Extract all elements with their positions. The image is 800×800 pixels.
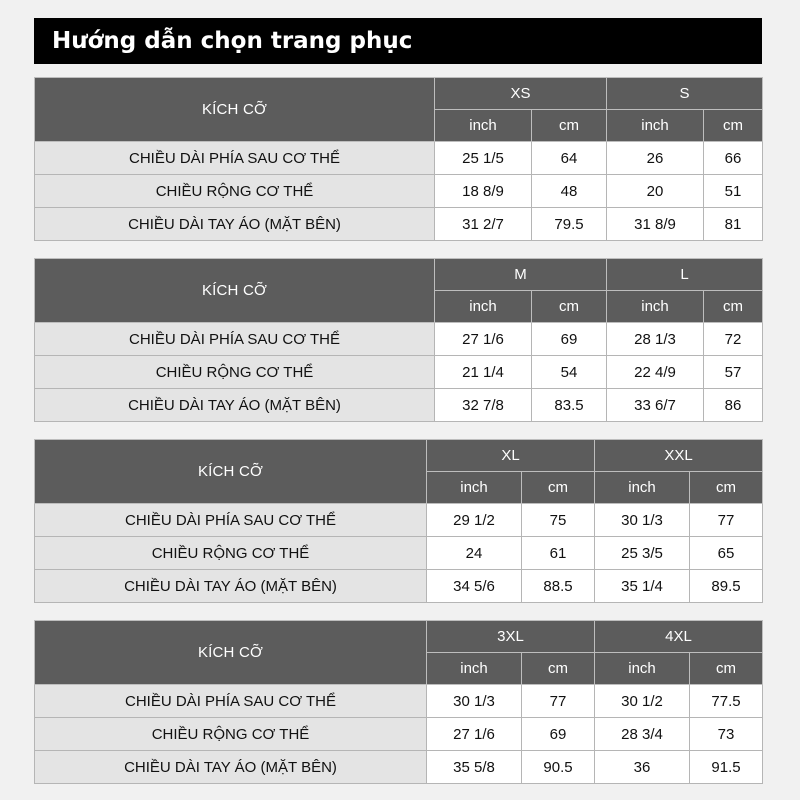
- size-header: KÍCH CỠ: [35, 621, 427, 685]
- row-label: CHIỀU RỘNG CƠ THỂ: [35, 537, 427, 570]
- row-label: CHIỀU DÀI TAY ÁO (MẶT BÊN): [35, 389, 435, 422]
- cell-value: 83.5: [532, 389, 607, 422]
- cell-value: 27 1/6: [435, 323, 532, 356]
- cell-value: 57: [704, 356, 763, 389]
- cell-value: 64: [532, 142, 607, 175]
- cell-value: 69: [532, 323, 607, 356]
- table-row: [35, 175, 763, 208]
- cell-value: 66: [704, 142, 763, 175]
- table-row: [35, 537, 763, 570]
- table-row: [35, 685, 763, 718]
- cell-value: 30 1/2: [595, 685, 690, 718]
- size-name: L: [607, 259, 763, 291]
- cell-value: 28 1/3: [607, 323, 704, 356]
- row-label: CHIỀU DÀI PHÍA SAU CƠ THỂ: [35, 323, 435, 356]
- cell-value: 73: [690, 718, 763, 751]
- table-row: [35, 356, 763, 389]
- cell-value: 20: [607, 175, 704, 208]
- size-name: M: [435, 259, 607, 291]
- unit-cm: cm: [532, 291, 607, 323]
- size-table-xs-s: [34, 77, 763, 241]
- cell-value: 24: [427, 537, 522, 570]
- row-label: CHIỀU RỘNG CƠ THỂ: [35, 175, 435, 208]
- cell-value: 18 8/9: [435, 175, 532, 208]
- cell-value: 31 2/7: [435, 208, 532, 241]
- cell-value: 72: [704, 323, 763, 356]
- row-label: CHIỀU DÀI TAY ÁO (MẶT BÊN): [35, 208, 435, 241]
- cell-value: 88.5: [522, 570, 595, 603]
- unit-inch: inch: [435, 291, 532, 323]
- cell-value: 34 5/6: [427, 570, 522, 603]
- cell-value: 69: [522, 718, 595, 751]
- cell-value: 31 8/9: [607, 208, 704, 241]
- cell-value: 32 7/8: [435, 389, 532, 422]
- unit-cm: cm: [522, 653, 595, 685]
- unit-inch: inch: [427, 472, 522, 504]
- size-name: XL: [427, 440, 595, 472]
- size-header: KÍCH CỠ: [35, 78, 435, 142]
- cell-value: 51: [704, 175, 763, 208]
- size-name: XS: [435, 78, 607, 110]
- cell-value: 35 5/8: [427, 751, 522, 784]
- table-row: [35, 504, 763, 537]
- unit-cm: cm: [690, 653, 763, 685]
- size-table-m-l: [34, 258, 763, 422]
- cell-value: 91.5: [690, 751, 763, 784]
- size-name: XXL: [595, 440, 763, 472]
- cell-value: 36: [595, 751, 690, 784]
- cell-value: 33 6/7: [607, 389, 704, 422]
- cell-value: 28 3/4: [595, 718, 690, 751]
- size-table-3xl-4xl: [34, 620, 763, 784]
- table-row: [35, 570, 763, 603]
- cell-value: 26: [607, 142, 704, 175]
- table-row: [35, 718, 763, 751]
- size-name: 3XL: [427, 621, 595, 653]
- unit-cm: cm: [704, 110, 763, 142]
- cell-value: 75: [522, 504, 595, 537]
- cell-value: 81: [704, 208, 763, 241]
- unit-cm: cm: [522, 472, 595, 504]
- cell-value: 35 1/4: [595, 570, 690, 603]
- table-row: [35, 323, 763, 356]
- size-header: KÍCH CỠ: [35, 440, 427, 504]
- cell-value: 77: [690, 504, 763, 537]
- size-table-xl-xxl: [34, 439, 763, 603]
- unit-inch: inch: [607, 110, 704, 142]
- cell-value: 54: [532, 356, 607, 389]
- cell-value: 77: [522, 685, 595, 718]
- row-label: CHIỀU DÀI PHÍA SAU CƠ THỂ: [35, 685, 427, 718]
- cell-value: 27 1/6: [427, 718, 522, 751]
- table-row: [35, 389, 763, 422]
- unit-cm: cm: [532, 110, 607, 142]
- cell-value: 25 3/5: [595, 537, 690, 570]
- unit-inch: inch: [595, 653, 690, 685]
- unit-inch: inch: [607, 291, 704, 323]
- cell-value: 65: [690, 537, 763, 570]
- cell-value: 61: [522, 537, 595, 570]
- page-title: Hướng dẫn chọn trang phục: [34, 18, 762, 64]
- row-label: CHIỀU RỘNG CƠ THỂ: [35, 718, 427, 751]
- cell-value: 77.5: [690, 685, 763, 718]
- unit-inch: inch: [427, 653, 522, 685]
- cell-value: 79.5: [532, 208, 607, 241]
- row-label: CHIỀU DÀI PHÍA SAU CƠ THỂ: [35, 142, 435, 175]
- cell-value: 89.5: [690, 570, 763, 603]
- cell-value: 25 1/5: [435, 142, 532, 175]
- table-row: [35, 208, 763, 241]
- row-label: CHIỀU DÀI TAY ÁO (MẶT BÊN): [35, 570, 427, 603]
- cell-value: 30 1/3: [427, 685, 522, 718]
- row-label: CHIỀU DÀI PHÍA SAU CƠ THỂ: [35, 504, 427, 537]
- cell-value: 90.5: [522, 751, 595, 784]
- size-name: 4XL: [595, 621, 763, 653]
- row-label: CHIỀU DÀI TAY ÁO (MẶT BÊN): [35, 751, 427, 784]
- table-row: [35, 751, 763, 784]
- unit-cm: cm: [704, 291, 763, 323]
- cell-value: 21 1/4: [435, 356, 532, 389]
- cell-value: 48: [532, 175, 607, 208]
- cell-value: 86: [704, 389, 763, 422]
- size-name: S: [607, 78, 763, 110]
- cell-value: 22 4/9: [607, 356, 704, 389]
- unit-cm: cm: [690, 472, 763, 504]
- row-label: CHIỀU RỘNG CƠ THỂ: [35, 356, 435, 389]
- cell-value: 30 1/3: [595, 504, 690, 537]
- unit-inch: inch: [435, 110, 532, 142]
- table-row: [35, 142, 763, 175]
- size-header: KÍCH CỠ: [35, 259, 435, 323]
- cell-value: 29 1/2: [427, 504, 522, 537]
- unit-inch: inch: [595, 472, 690, 504]
